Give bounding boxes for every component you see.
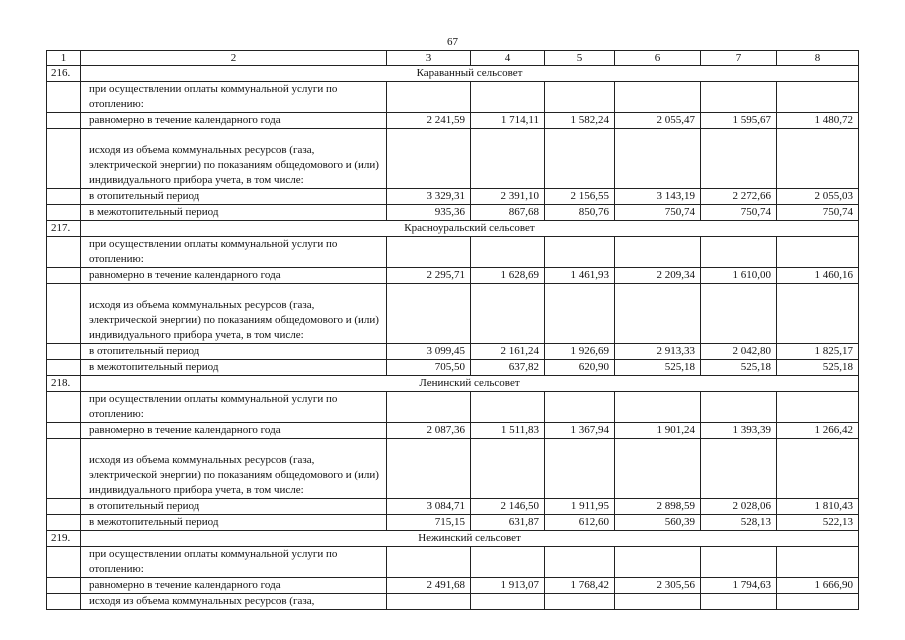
table-row [47,423,859,439]
column-header: 2 [81,51,387,66]
value-cell [777,439,859,499]
row-description: в межотопительный период [81,205,387,221]
value-cell [615,594,701,610]
row-index-cell [47,360,81,376]
row-description: равномерно в течение календарного года [81,423,387,439]
value-cell [545,594,615,610]
value-cell: 1 901,24 [615,423,701,439]
value-cell: 1 926,69 [545,344,615,360]
value-cell [701,594,777,610]
column-header: 5 [545,51,615,66]
row-index-cell [47,189,81,205]
value-cell: 2 272,66 [701,189,777,205]
column-number-row [47,51,859,66]
value-cell: 522,13 [777,515,859,531]
table-row [47,284,859,344]
value-cell [701,547,777,578]
value-cell: 3 084,71 [387,499,471,515]
row-description: равномерно в течение календарного года [81,578,387,594]
value-cell: 2 305,56 [615,578,701,594]
section-header-row [47,66,859,82]
row-description: исходя из объема коммунальных ресурсов (газа, электрической энергии) по показаниям общедомового и (или) индивидуального прибора учета, в том числе: [81,129,387,189]
value-cell: 620,90 [545,360,615,376]
value-cell [615,82,701,113]
value-cell [387,82,471,113]
value-cell: 750,74 [701,205,777,221]
column-header: 4 [471,51,545,66]
value-cell [471,129,545,189]
column-header: 8 [777,51,859,66]
row-index-cell [47,499,81,515]
value-cell: 1 461,93 [545,268,615,284]
value-cell [545,284,615,344]
value-cell: 2 491,68 [387,578,471,594]
value-cell [701,284,777,344]
value-cell: 525,18 [615,360,701,376]
value-cell: 1 610,00 [701,268,777,284]
value-cell: 1 666,90 [777,578,859,594]
value-cell: 3 143,19 [615,189,701,205]
value-cell: 2 391,10 [471,189,545,205]
row-description: в межотопительный период [81,360,387,376]
table-row [47,515,859,531]
row-index-cell [47,392,81,423]
table-row [47,392,859,423]
value-cell: 2 209,34 [615,268,701,284]
row-index-cell [47,515,81,531]
row-index-cell [47,423,81,439]
value-cell: 1 266,42 [777,423,859,439]
value-cell [387,439,471,499]
value-cell [471,439,545,499]
row-index-cell [47,578,81,594]
value-cell [777,392,859,423]
table-row [47,268,859,284]
value-cell [545,237,615,268]
value-cell: 1 911,95 [545,499,615,515]
row-description: в межотопительный период [81,515,387,531]
value-cell: 1 913,07 [471,578,545,594]
value-cell [777,82,859,113]
value-cell: 612,60 [545,515,615,531]
value-cell [701,439,777,499]
section-index: 218. [47,376,81,392]
value-cell [387,129,471,189]
value-cell [701,82,777,113]
value-cell [701,129,777,189]
value-cell: 2 146,50 [471,499,545,515]
row-description: в отопительный период [81,344,387,360]
value-cell: 1 460,16 [777,268,859,284]
column-header: 6 [615,51,701,66]
value-cell: 1 628,69 [471,268,545,284]
page-number: 67 [447,36,458,48]
value-cell: 2 161,24 [471,344,545,360]
value-cell: 2 055,03 [777,189,859,205]
value-cell: 1 825,17 [777,344,859,360]
section-title: Нежинский сельсовет [81,531,859,547]
table-row [47,594,859,610]
value-cell [471,237,545,268]
value-cell [701,392,777,423]
value-cell [387,594,471,610]
value-cell [701,237,777,268]
value-cell: 750,74 [615,205,701,221]
value-cell: 525,18 [701,360,777,376]
value-cell: 560,39 [615,515,701,531]
section-index: 217. [47,221,81,237]
value-cell: 1 582,24 [545,113,615,129]
value-cell: 705,50 [387,360,471,376]
row-index-cell [47,82,81,113]
value-cell [387,392,471,423]
section-header-row [47,531,859,547]
value-cell [777,594,859,610]
row-description: в отопительный период [81,189,387,205]
value-cell: 2 028,06 [701,499,777,515]
row-description: при осуществлении оплаты коммунальной услуги по отоплению: [81,237,387,268]
value-cell [545,82,615,113]
table-row [47,439,859,499]
section-header-row [47,221,859,237]
value-cell [545,547,615,578]
row-description: при осуществлении оплаты коммунальной услуги по отоплению: [81,547,387,578]
value-cell: 867,68 [471,205,545,221]
row-description: равномерно в течение календарного года [81,113,387,129]
row-description: исходя из объема коммунальных ресурсов (газа, электрической энергии) по показаниям общедомового и (или) индивидуального прибора учета, в том числе: [81,284,387,344]
value-cell: 2 156,55 [545,189,615,205]
value-cell: 1 768,42 [545,578,615,594]
row-index-cell [47,344,81,360]
row-description: исходя из объема коммунальных ресурсов (газа, электрической энергии) по показаниям общедомового и (или) индивидуального прибора учета, в том числе: [81,439,387,499]
table-row [47,129,859,189]
value-cell: 2 042,80 [701,344,777,360]
tariff-table [46,50,859,610]
value-cell [545,129,615,189]
value-cell: 1 810,43 [777,499,859,515]
row-index-cell [47,284,81,344]
value-cell: 1 794,63 [701,578,777,594]
value-cell [387,547,471,578]
value-cell: 1 595,67 [701,113,777,129]
value-cell: 1 393,39 [701,423,777,439]
value-cell [387,237,471,268]
value-cell: 1 480,72 [777,113,859,129]
row-description: при осуществлении оплаты коммунальной услуги по отоплению: [81,82,387,113]
value-cell [471,547,545,578]
table-row [47,499,859,515]
table-row [47,578,859,594]
row-index-cell [47,268,81,284]
value-cell: 2 898,59 [615,499,701,515]
table-row [47,205,859,221]
section-title: Красноуральский сельсовет [81,221,859,237]
value-cell [471,284,545,344]
value-cell: 2 055,47 [615,113,701,129]
value-cell [545,392,615,423]
table-row [47,344,859,360]
table-row [47,82,859,113]
table-row [47,113,859,129]
row-index-cell [47,594,81,610]
row-index-cell [47,205,81,221]
value-cell [545,439,615,499]
value-cell: 2 913,33 [615,344,701,360]
value-cell [615,284,701,344]
section-title: Караванный сельсовет [81,66,859,82]
value-cell: 3 329,31 [387,189,471,205]
row-description: при осуществлении оплаты коммунальной услуги по отоплению: [81,392,387,423]
row-description: в отопительный период [81,499,387,515]
column-header: 7 [701,51,777,66]
value-cell: 850,76 [545,205,615,221]
value-cell: 3 099,45 [387,344,471,360]
value-cell: 935,36 [387,205,471,221]
row-index-cell [47,547,81,578]
table-row [47,360,859,376]
table-row [47,189,859,205]
table-row [47,237,859,268]
row-description: равномерно в течение календарного года [81,268,387,284]
value-cell [777,547,859,578]
column-header: 1 [47,51,81,66]
value-cell [615,547,701,578]
value-cell: 525,18 [777,360,859,376]
value-cell: 1 511,83 [471,423,545,439]
section-header-row [47,376,859,392]
value-cell: 637,82 [471,360,545,376]
value-cell: 1 714,11 [471,113,545,129]
value-cell: 715,15 [387,515,471,531]
table-row [47,547,859,578]
value-cell [471,594,545,610]
section-index: 216. [47,66,81,82]
row-index-cell [47,439,81,499]
value-cell: 2 087,36 [387,423,471,439]
value-cell: 1 367,94 [545,423,615,439]
value-cell: 2 241,59 [387,113,471,129]
value-cell [615,392,701,423]
row-index-cell [47,113,81,129]
value-cell [615,237,701,268]
section-title: Ленинский сельсовет [81,376,859,392]
row-description: исходя из объема коммунальных ресурсов (газа, [81,594,387,610]
value-cell [615,439,701,499]
row-index-cell [47,129,81,189]
row-index-cell [47,237,81,268]
value-cell [777,284,859,344]
value-cell: 631,87 [471,515,545,531]
value-cell: 2 295,71 [387,268,471,284]
section-index: 219. [47,531,81,547]
value-cell [471,82,545,113]
value-cell [615,129,701,189]
value-cell [471,392,545,423]
value-cell [777,129,859,189]
value-cell: 750,74 [777,205,859,221]
table-body [47,66,859,610]
value-cell [387,284,471,344]
value-cell [777,237,859,268]
value-cell: 528,13 [701,515,777,531]
column-header: 3 [387,51,471,66]
